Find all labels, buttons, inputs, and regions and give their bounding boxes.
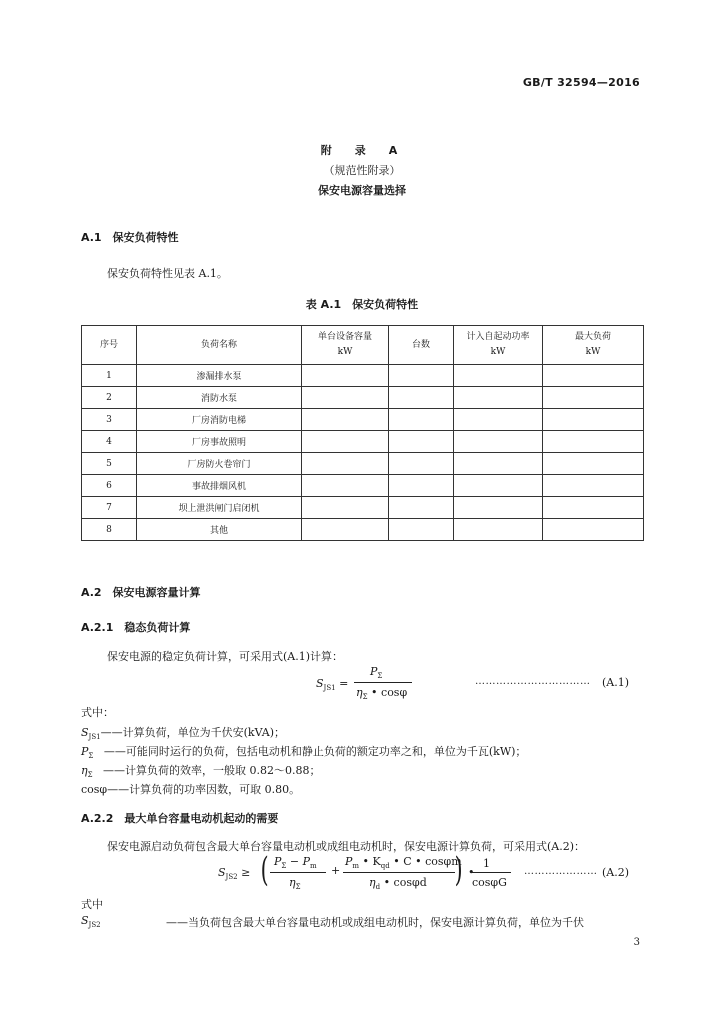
cell-empty — [454, 365, 543, 387]
formula-a2-term3-line — [471, 872, 511, 873]
cell-name: 事故排烟风机 — [137, 475, 302, 497]
cell-empty — [302, 453, 389, 475]
cell-no: 1 — [82, 365, 137, 387]
cell-empty — [543, 387, 644, 409]
cell-name: 厂房防火卷帘门 — [137, 453, 302, 475]
cell-empty — [389, 497, 454, 519]
cell-empty — [389, 409, 454, 431]
col-header-self-start: 计入自起动功率 kW — [454, 326, 543, 365]
cell-no: 2 — [82, 387, 137, 409]
table-caption: 表 A.1 保安负荷特性 — [305, 298, 419, 311]
table-row — [82, 453, 644, 475]
cell-empty — [302, 431, 389, 453]
formula-a1-denominator: $\eta_\Sigma$ • cosφ — [356, 686, 408, 701]
definition-item: $\eta_\Sigma$ ——计算负荷的效率，一般取 0.82～0.88； — [81, 764, 321, 779]
cell-no: 7 — [82, 497, 137, 519]
where-label: 式中： — [81, 706, 114, 719]
table-row — [82, 409, 644, 431]
cell-empty — [454, 519, 543, 541]
cell-no: 3 — [82, 409, 137, 431]
cell-empty — [302, 497, 389, 519]
table-header-row — [82, 326, 644, 365]
cell-empty — [302, 365, 389, 387]
cell-empty — [543, 365, 644, 387]
cell-empty — [302, 519, 389, 541]
cell-empty — [454, 497, 543, 519]
formula-a2-term1-denominator: $\eta_\Sigma$ — [289, 876, 301, 891]
cell-empty — [454, 387, 543, 409]
formula-a2-term3-denominator: cosφG — [472, 876, 507, 889]
cell-empty — [389, 519, 454, 541]
cell-name: 消防水泵 — [137, 387, 302, 409]
cell-no: 4 — [82, 431, 137, 453]
formula-a2-term3-numerator: 1 — [483, 857, 490, 870]
cell-name: 其他 — [137, 519, 302, 541]
col-header-name: 负荷名称 — [137, 326, 302, 365]
cell-empty — [543, 431, 644, 453]
formula-a2-plus: + — [331, 864, 341, 877]
table-row — [82, 431, 644, 453]
cell-empty — [302, 409, 389, 431]
cell-no: 5 — [82, 453, 137, 475]
cell-empty — [454, 431, 543, 453]
section-a1-heading: A.1 保安负荷特性 — [81, 231, 179, 244]
cell-empty — [454, 475, 543, 497]
definition-text: ——当负荷包含最大单台容量电动机或成组电动机时，保安电源计算负荷，单位为千伏 — [166, 916, 584, 929]
cell-empty — [389, 387, 454, 409]
formula-a2-lhs: $S_{JS2}$ ≥ — [218, 866, 251, 881]
col-header-count: 台数 — [389, 326, 454, 365]
formula-a2-dot: • — [468, 866, 475, 879]
formula-a2-term2-numerator: $P_m$ • $K_{qd}$ • C • cosφm — [345, 855, 462, 870]
page-number: 3 — [633, 937, 640, 948]
section-a2-heading: A.2 保安电源容量计算 — [81, 586, 201, 599]
cell-empty — [543, 475, 644, 497]
appendix-name: 保安电源容量选择 — [318, 184, 406, 197]
formula-a1-number: (A.1) — [602, 676, 630, 689]
cell-empty — [543, 497, 644, 519]
cell-empty — [543, 453, 644, 475]
cell-empty — [389, 365, 454, 387]
formula-a2-number: (A.2) — [602, 866, 630, 879]
table-row — [82, 475, 644, 497]
definition-item: $P_\Sigma$ ——可能同时运行的负荷，包括电动机和静止负荷的额定功率之和，单位为千瓦(kW)； — [81, 745, 527, 760]
cell-no: 6 — [82, 475, 137, 497]
cell-name: 渗漏排水泵 — [137, 365, 302, 387]
table-row — [82, 387, 644, 409]
cell-name: 厂房事故照明 — [137, 431, 302, 453]
appendix-title: 附 录 A — [320, 144, 404, 157]
cell-empty — [543, 519, 644, 541]
section-a21-text: 保安电源的稳定负荷计算，可采用式(A.1)计算： — [107, 650, 344, 663]
formula-a2-term1-numerator: $P_\Sigma - P_m$ — [274, 855, 317, 870]
formula-a2-leader: ………………… — [524, 866, 598, 877]
section-a1-text: 保安负荷特性见表 A.1。 — [107, 267, 228, 280]
definition-item: cosφ——计算负荷的功率因数，可取 0.80。 — [81, 783, 301, 796]
cell-empty — [389, 431, 454, 453]
formula-a1-numerator: $P_\Sigma$ — [370, 665, 383, 680]
formula-a2-paren-left: ( — [260, 850, 269, 890]
cell-empty — [454, 453, 543, 475]
where-label: 式中 — [81, 898, 103, 911]
table-row — [82, 519, 644, 541]
formula-a1-lhs: $S_{JS1}$ = — [316, 677, 349, 692]
cell-empty — [302, 387, 389, 409]
load-characteristics-table — [81, 325, 644, 541]
section-a22-text: 保安电源启动负荷包含最大单台容量电动机或成组电动机时，保安电源计算负荷，可采用式(A.2)： — [107, 840, 586, 853]
section-a21-heading: A.2.1 稳态负荷计算 — [81, 621, 191, 634]
col-header-no: 序号 — [82, 326, 137, 365]
cell-empty — [389, 475, 454, 497]
standard-number: GB/T 32594—2016 — [522, 76, 640, 89]
definition-item: $S_{JS1}——$计算负荷，单位为千伏安(kVA)； — [81, 726, 285, 741]
formula-a2-term1-line — [270, 872, 326, 873]
formula-a2-term2-denominator: $\eta_d$ • cosφd — [369, 876, 427, 891]
cell-empty — [302, 475, 389, 497]
col-header-unit-capacity: 单台设备容量 kW — [302, 326, 389, 365]
cell-name: 坝上泄洪闸门启闭机 — [137, 497, 302, 519]
cell-empty — [389, 453, 454, 475]
formula-a2-paren-right: ) — [454, 850, 463, 890]
cell-no: 8 — [82, 519, 137, 541]
formula-a1-fraction-line — [354, 682, 412, 683]
table-row — [82, 365, 644, 387]
definition-symbol: $S_{JS2}$ — [81, 914, 101, 929]
formula-a1-leader: …………………………… — [475, 676, 591, 687]
section-a22-heading: A.2.2 最大单台容量电动机起动的需要 — [81, 812, 279, 825]
cell-empty — [543, 409, 644, 431]
cell-name: 厂房消防电梯 — [137, 409, 302, 431]
appendix-type: （规范性附录） — [323, 164, 401, 177]
table-row — [82, 497, 644, 519]
col-header-max-load: 最大负荷 kW — [543, 326, 644, 365]
cell-empty — [454, 409, 543, 431]
formula-a2-term2-line — [343, 872, 455, 873]
